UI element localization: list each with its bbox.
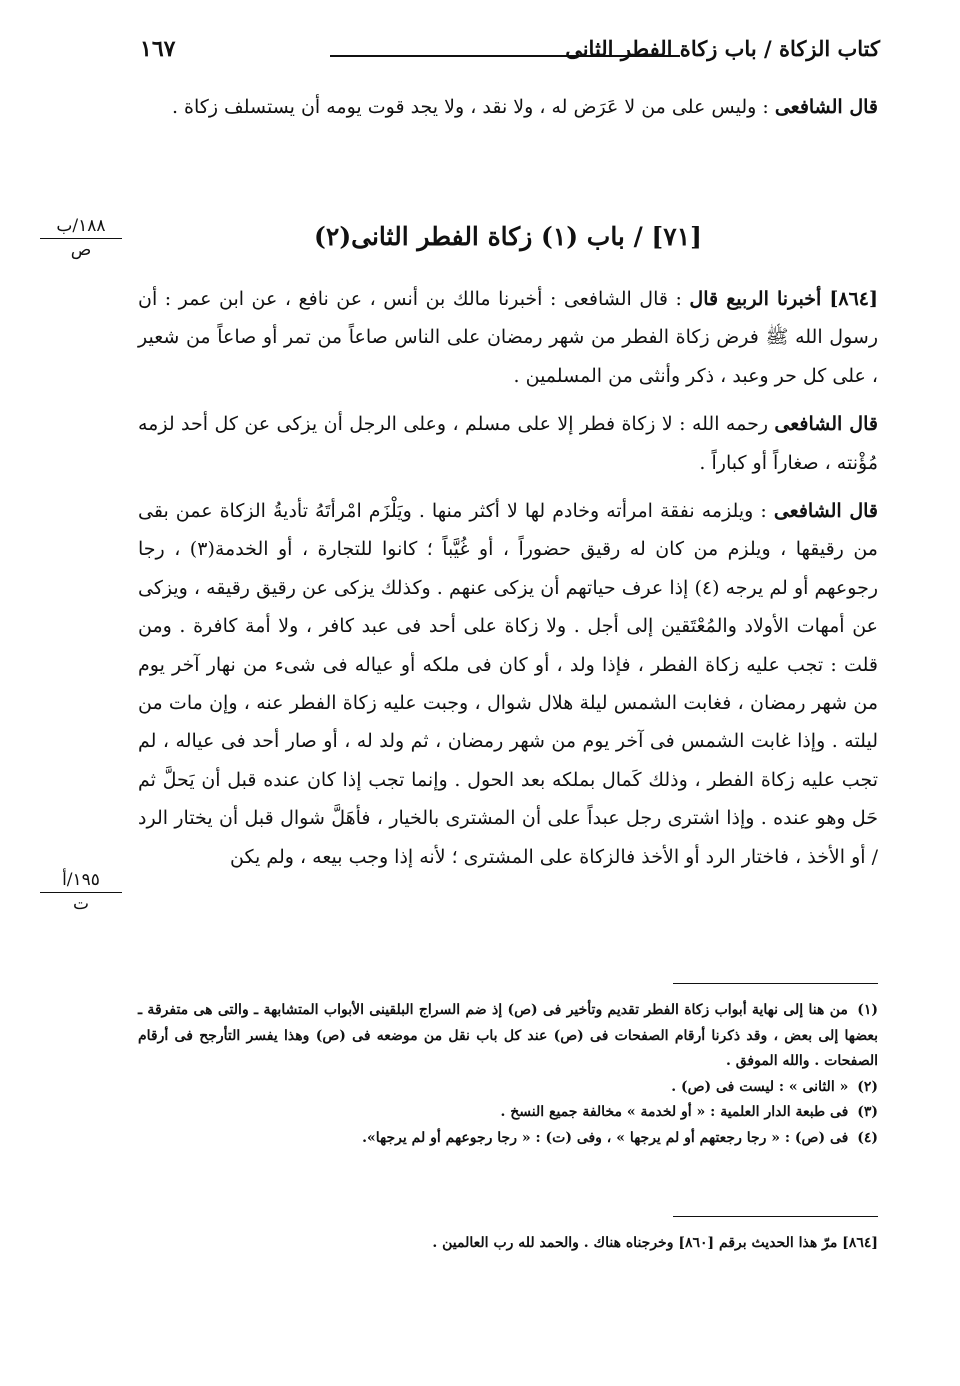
footnote-2-number: (٢) [857, 1078, 878, 1095]
paragraph-3-text: : ويلزمه نفقة امرأته وخادم لها لا أكثر منها . ويَلْزَم امْرأتَهُ تأديةُ الزكاة عمن بقى من رقيقها ، ويلزم من كان له رقيق حضوراً ، أو غُيَّباً ؛ كانوا للتجارة ، أو الخدمة(٣) ، رجا رجوعهم أو لم يرجه (٤) إذا عرف حياتهم أن يزكى عنهم . وكذلك يزكى عن رقيق رقيقه ، ويزكى عن أمهات الأولاد والمُعْتَقين إلى أجل . ولا زكاة على أحد فى عبد كافر ، ولا أمة كافرة . ومن قلت : تجب عليه زكاة الفطر ، فإذا ولد ، أو كان فى ملكه أو عياله فى شىء من نهار آخر يوم من شهر رمضان ، فغابت الشمس ليلة هلال شوال ، وجبت عليه زكاة الفطر عنه ، وإن مات من ليلته . وإذا غابت الشمس فى آخر يوم من شهر رمضان ، ثم ولد له ، أو صار أحد فى عياله ، لم تجب عليه زكاة الفطر ، وذلك كَمال بملكه بعد الحول . وإنما تجب إذا كان عنده قبل أن يَحلَّ ثم حَل وهو عنده . وإذا اشترى رجل عبداً على أن المشترى بالخيار ، فأهَلَّ شوال قبل أن يختار الرد / أو الأخذ ، فاختار الرد أو الأخذ فالزكاة على المشترى ؛ لأنه إذا وجب بيعه ، ولم يكن [138, 500, 878, 868]
page-number: ١٦٧ [140, 36, 176, 62]
footnote-4-number: (٤) [857, 1129, 878, 1146]
margin-note-2 [40, 870, 122, 914]
intro-speaker: قال الشافعى [774, 96, 878, 118]
source-rule [673, 1216, 878, 1217]
footnote-4-text: فى (ص) : « رجا رجعتهم أو لم يرجها » ، وفى (ت) : « رجا رجوعهم أو لم يرجها». [362, 1129, 849, 1146]
footnote-3-number: (٣) [857, 1104, 878, 1120]
intro-paragraph [138, 88, 878, 126]
paragraph-2-text: رحمه الله : لا زكاة فطر إلا على مسلم ، وعلى الرجل أن يزكى عن كل أحد لزمه مُؤْنته ، صغاراً أو كباراً . [138, 413, 878, 474]
footnote-3-text: فى طبعة الدار العلمية : « أو لخدمة » مخالفة جميع النسخ . [500, 1104, 849, 1120]
margin-note-1 [40, 216, 122, 260]
footnote-1 [138, 998, 878, 1075]
footnote-4 [138, 1126, 878, 1152]
running-header [140, 36, 880, 72]
paragraph-1-speaker: [٨٦٤] أخبرنا الربيع قال [689, 288, 878, 310]
header-rule [330, 55, 680, 57]
margin-note-2-bottom: ت [72, 894, 89, 914]
paragraph-3-speaker: قال الشافعى [773, 500, 878, 523]
header-title: كتاب الزكاة / باب زكاة الفطر الثانى [565, 36, 880, 61]
footnote-3 [138, 1100, 878, 1126]
source-note: [٨٦٤] مرّ هذا الحديث برقم [٨٦٠] وخرجناه هناك . والحمد لله رب العالمين . [432, 1235, 878, 1251]
footnote-2 [138, 1075, 878, 1101]
margin-note-2-top: ١٩٥/أ [40, 870, 122, 893]
margin-note-1-top: ١٨٨/ب [40, 216, 122, 239]
body-text [138, 280, 878, 876]
paragraph-1 [138, 280, 878, 395]
paragraph-3 [138, 492, 878, 876]
footnote-1-number: (١) [857, 1002, 878, 1018]
footnotes [138, 998, 878, 1151]
intro-text: : وليس على من لا عَرَض له ، ولا نقد ، ولا يجد قوت يومه أن يستسلف زكاة . [171, 96, 769, 118]
paragraph-2 [138, 405, 878, 482]
margin-note-1-bottom: ص [70, 240, 92, 260]
footnote-rule [673, 983, 878, 984]
paragraph-1-text: : قال الشافعى : أخبرنا مالك بن أنس ، عن نافع ، عن ابن عمر : أن رسول الله ﷺ فرض زكاة الفطر من شهر رمضان على الناس صاعاً من تمر أو صاعاً من شعير ، على كل حر وعبد ، ذكر وأنثى من المسلمين . [138, 288, 878, 387]
paragraph-2-speaker: قال الشافعى [774, 413, 878, 436]
footnote-2-text: « الثانى » : ليست فى (ص) . [671, 1078, 849, 1095]
footnote-1-text: من هنا إلى نهاية أبواب زكاة الفطر تقديم وتأخير فى (ص) إذ ضم السراج البلقينى الأبواب المتشابهة ـ والتى هى متفرقة ـ بعضها إلى بعض ، وقد ذكرنا أرقام الصفحات فى (ص) عند كل باب نقل من موضعه فى (ص) وهذا يفسر التأرجح فى أرقام الصفحات . والله الموفق . [138, 1002, 878, 1069]
chapter-heading: [٧١] / باب (١) زكاة الفطر الثانى(٢) [314, 222, 702, 251]
